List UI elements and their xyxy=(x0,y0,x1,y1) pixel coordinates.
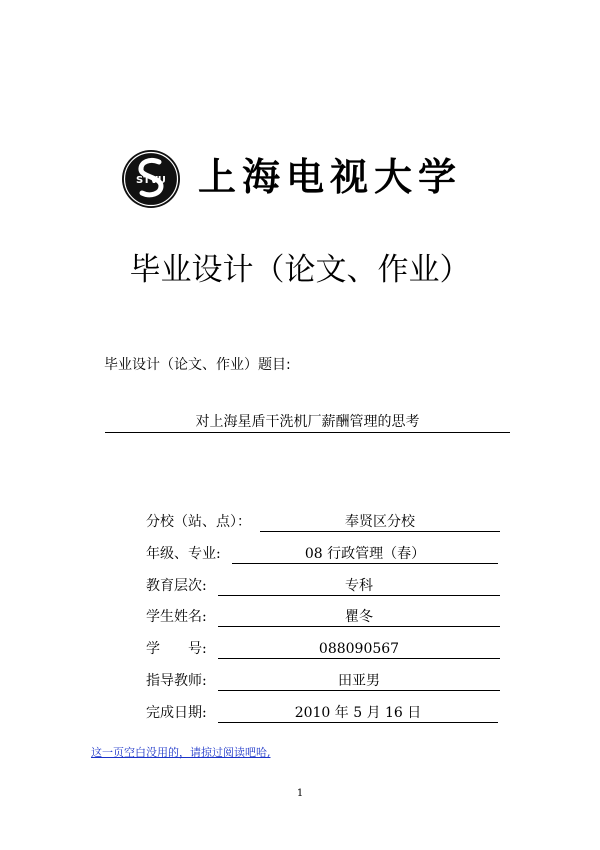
footer-note-link[interactable]: 这一页空白没用的，请掠过阅读吧哈, xyxy=(91,746,271,759)
info-value: 088090567 xyxy=(218,639,500,659)
info-label: 指导教师: xyxy=(146,673,207,689)
info-value: 2010 年 5 月 16 日 xyxy=(218,703,498,723)
info-label: 学 号: xyxy=(146,641,207,657)
university-logo-icon xyxy=(120,148,182,210)
info-label: 教育层次: xyxy=(146,578,207,594)
info-value: 奉贤区分校 xyxy=(260,512,500,532)
logo-text: STVU xyxy=(136,175,166,186)
document-title: 毕业设计（论文、作业） xyxy=(129,252,471,288)
info-value: 08 行政管理（春） xyxy=(232,544,498,564)
page-number: 1 xyxy=(296,788,304,799)
info-value: 田亚男 xyxy=(218,671,500,691)
info-label: 分校（站、点）： xyxy=(146,514,251,530)
topic-label: 毕业设计（论文、作业）题目: xyxy=(104,357,291,373)
info-label: 完成日期: xyxy=(146,705,207,721)
topic-value: 对上海星盾干洗机厂薪酬管理的思考 xyxy=(105,412,510,433)
info-label: 年级、专业: xyxy=(146,546,221,562)
info-value: 瞿冬 xyxy=(218,607,500,627)
info-label: 学生姓名: xyxy=(146,609,207,625)
info-value: 专科 xyxy=(218,576,500,596)
university-name: 上海电视大学 xyxy=(198,154,463,199)
